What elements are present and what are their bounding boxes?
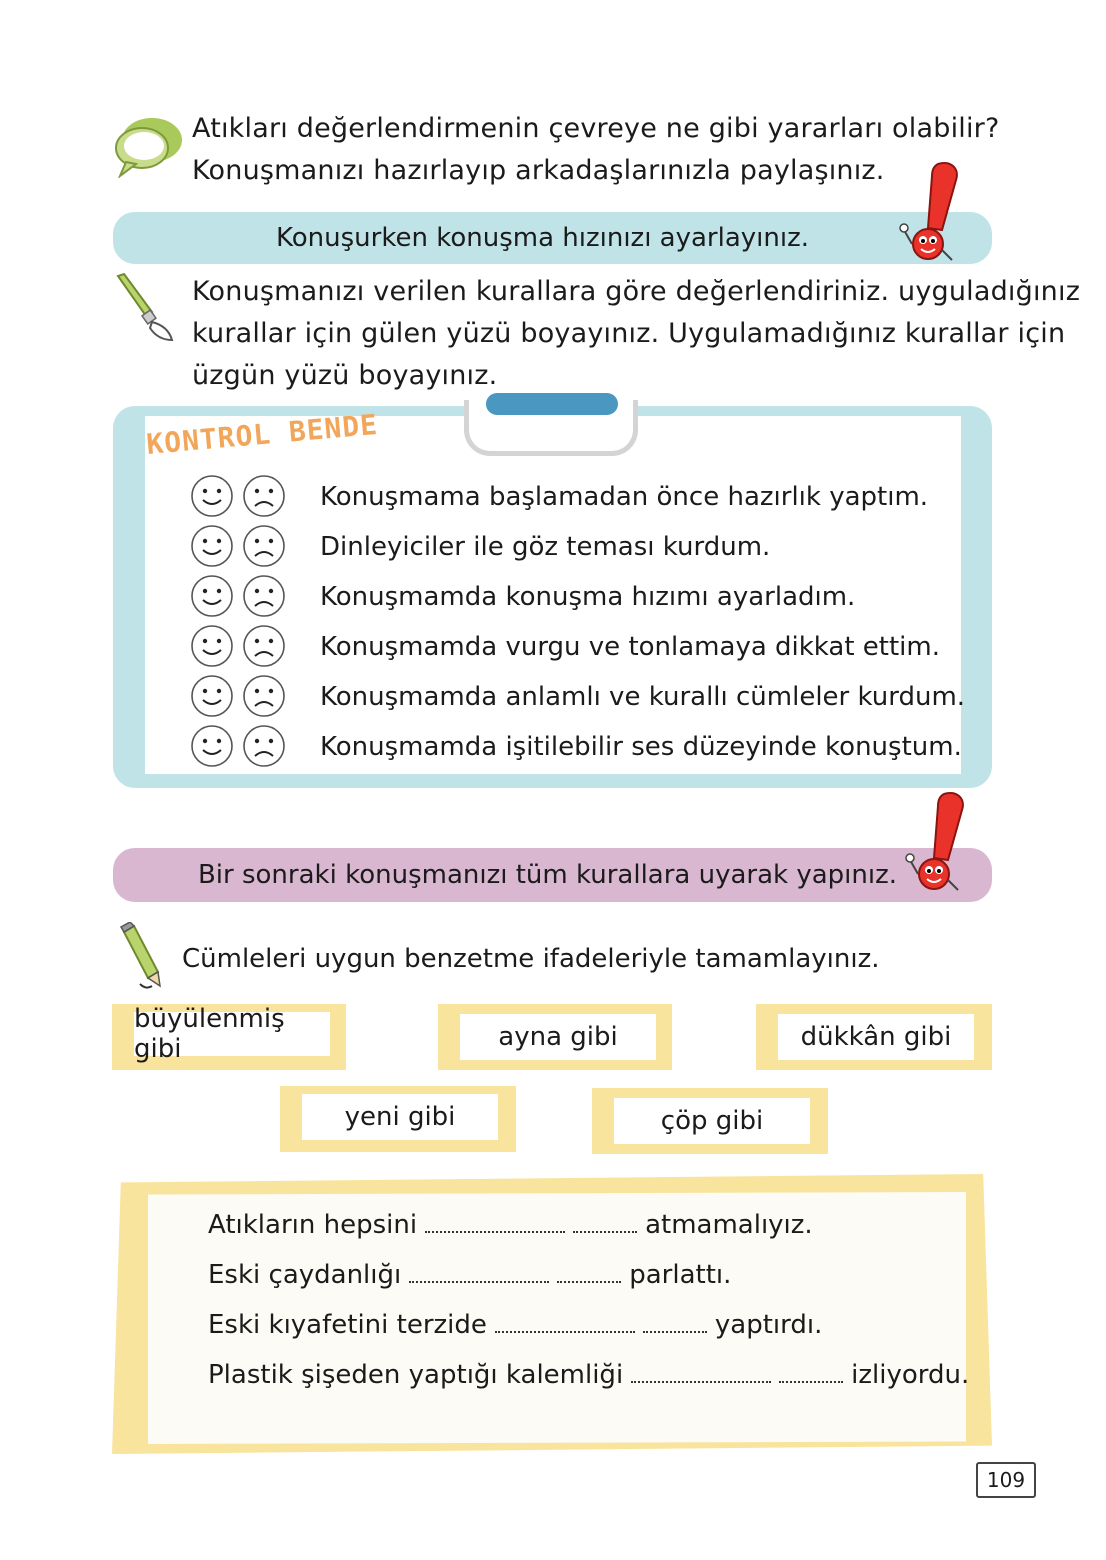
checklist-item-text: Dinleyiciler ile göz teması kurdum. — [320, 532, 771, 562]
checklist-row — [190, 724, 970, 770]
evaluation-line-1: Konuşmanızı verilen kurallara göre değerlendiriniz. uyguladığınız — [192, 276, 1081, 307]
checklist-row — [190, 574, 970, 620]
clipboard-clip-bar — [486, 393, 618, 415]
blank-line-long[interactable] — [495, 1321, 635, 1333]
happy-face-icon[interactable] — [190, 574, 234, 618]
blank-line-long[interactable] — [425, 1221, 565, 1233]
checklist-item-text: Konuşmama başlamadan önce hazırlık yaptım. — [320, 482, 929, 512]
sad-face-icon[interactable] — [242, 474, 286, 518]
blank-line-short[interactable] — [573, 1221, 637, 1233]
checklist-item-text: Konuşmamda vurgu ve tonlamaya dikkat ettim. — [320, 632, 941, 662]
sentence-start: Plastik şişeden yaptığı kalemliği — [208, 1360, 624, 1390]
blank-line-long[interactable] — [631, 1371, 771, 1383]
speech-bubbles-icon — [112, 114, 184, 178]
speaking-prompt-line-1: Atıkları değerlendirmenin çevreye ne gibi yararları olabilir? — [192, 113, 1000, 144]
word-card-text: dükkân gibi — [778, 1014, 974, 1060]
word-card-3 — [756, 1004, 992, 1070]
word-card-1 — [112, 1004, 346, 1070]
happy-face-icon[interactable] — [190, 724, 234, 768]
checklist-item-text: Konuşmamda anlamlı ve kurallı cümleler kurdum. — [320, 682, 966, 712]
exclamation-mascot-icon-2 — [904, 790, 974, 894]
sentence-start: Eski kıyafetini terzide — [208, 1310, 487, 1340]
blank-line-short[interactable] — [779, 1371, 843, 1383]
sad-face-icon[interactable] — [242, 724, 286, 768]
fill-instruction: Cümleleri uygun benzetme ifadeleriyle tamamlayınız. — [182, 944, 880, 974]
tip-banner-rules-text: Bir sonraki konuşmanızı tüm kurallara uyarak yapınız. — [197, 860, 898, 890]
word-card-text: büyülenmiş gibi — [134, 1012, 330, 1056]
word-card-text: yeni gibi — [302, 1094, 498, 1140]
page-number: 109 — [986, 1468, 1026, 1492]
checklist-row — [190, 474, 970, 520]
sad-face-icon[interactable] — [242, 524, 286, 568]
word-card-4 — [280, 1086, 516, 1152]
happy-face-icon[interactable] — [190, 474, 234, 518]
fill-sentence — [208, 1360, 969, 1390]
blank-line-short[interactable] — [557, 1271, 621, 1283]
page-number-box — [976, 1462, 1036, 1498]
word-card-2 — [438, 1004, 672, 1070]
fill-sentence — [208, 1260, 731, 1290]
happy-face-icon[interactable] — [190, 674, 234, 718]
sentence-end: izliyordu. — [851, 1360, 970, 1390]
checklist-item-text: Konuşmamda konuşma hızımı ayarladım. — [320, 582, 856, 612]
sad-face-icon[interactable] — [242, 574, 286, 618]
sentence-end: parlattı. — [629, 1260, 732, 1290]
happy-face-icon[interactable] — [190, 524, 234, 568]
checklist-item-text: Konuşmamda işitilebilir ses düzeyinde konuştum. — [320, 732, 962, 762]
word-card-text: çöp gibi — [614, 1098, 810, 1144]
sad-face-icon[interactable] — [242, 624, 286, 668]
tip-banner-rules — [113, 848, 992, 902]
speaking-prompt-line-2: Konuşmanızı hazırlayıp arkadaşlarınızla paylaşınız. — [192, 155, 885, 186]
blank-line-short[interactable] — [643, 1321, 707, 1333]
sentence-end: atmamalıyız. — [645, 1210, 813, 1240]
tip-banner-speed — [113, 212, 992, 264]
fill-sentence — [208, 1210, 813, 1240]
evaluation-line-3: üzgün yüzü boyayınız. — [192, 360, 498, 391]
pencil-icon — [118, 922, 168, 992]
exclamation-mascot-icon — [898, 160, 968, 264]
sentence-start: Eski çaydanlığı — [208, 1260, 402, 1290]
blank-line-long[interactable] — [409, 1271, 549, 1283]
word-card-text: ayna gibi — [460, 1014, 656, 1060]
evaluation-line-2: kurallar için gülen yüzü boyayınız. Uygulamadığınız kurallar için — [192, 318, 1066, 349]
checklist-row — [190, 524, 970, 570]
tip-banner-speed-text: Konuşurken konuşma hızınızı ayarlayınız. — [276, 223, 809, 253]
paintbrush-icon — [112, 272, 176, 344]
fill-sentence — [208, 1310, 822, 1340]
checklist-title: KONTROL BENDE — [145, 407, 380, 461]
sentence-start: Atıkların hepsini — [208, 1210, 418, 1240]
happy-face-icon[interactable] — [190, 624, 234, 668]
word-card-5 — [592, 1088, 828, 1154]
checklist-row — [190, 624, 970, 670]
sentence-end: yaptırdı. — [714, 1310, 823, 1340]
checklist-row — [190, 674, 970, 720]
sad-face-icon[interactable] — [242, 674, 286, 718]
